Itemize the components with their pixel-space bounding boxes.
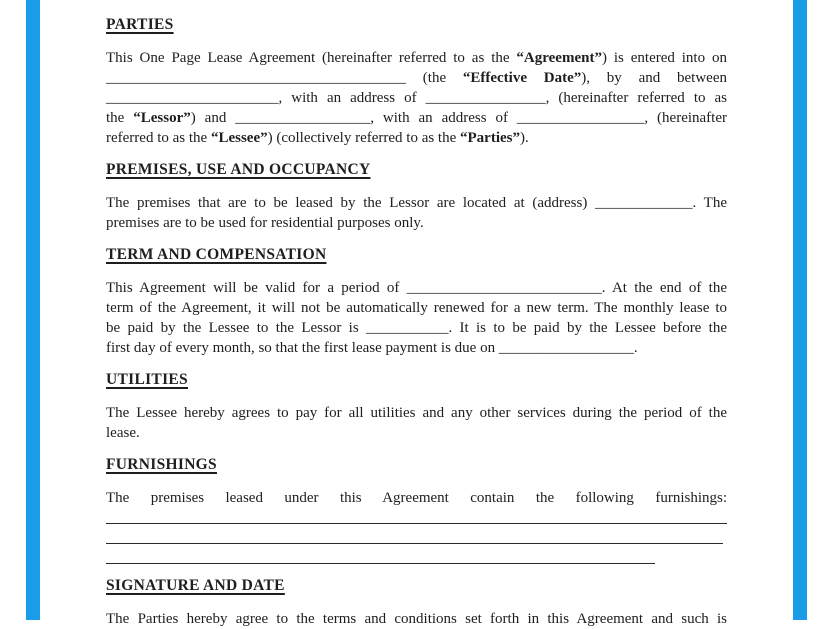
page-border-left [26, 0, 40, 620]
paragraph-line [106, 68, 727, 88]
text-run: _______________________, with an address of ________________, (hereinafter referred to as [106, 90, 727, 106]
section-paragraph [106, 48, 727, 148]
text-run: the [106, 110, 134, 126]
document-section [106, 455, 727, 564]
section-paragraph [106, 609, 727, 629]
paragraph-line [106, 338, 727, 358]
text-run: ) (collectively referred to as the [267, 130, 461, 146]
text-run: The Lessee hereby agrees to pay for all utilities and any other services during the period of the [106, 405, 727, 421]
paragraph-line [106, 213, 727, 233]
text-run: The premises that are to be leased by the Lessor are located at (address) _____________. The [106, 195, 727, 211]
section-paragraph [106, 403, 727, 443]
text-run: ) is entered into on [601, 50, 727, 66]
text-run: term of the Agreement, it will not be automatically renewed for a new term. The monthly lease to [106, 300, 727, 316]
document-section [106, 245, 727, 358]
blank-fill-line [106, 544, 655, 564]
document-section [106, 576, 727, 629]
defined-term: “Lessee” [210, 130, 268, 146]
document-section [106, 370, 727, 443]
defined-term: “Agreement” [516, 50, 602, 66]
defined-term: “Lessor” [133, 110, 191, 126]
section-heading: PREMISES, USE AND OCCUPANCY [106, 161, 371, 178]
text-run: ), by and between [581, 70, 727, 86]
section-heading: SIGNATURE AND DATE [106, 577, 285, 594]
paragraph-line [106, 128, 727, 148]
defined-term: “Parties” [460, 130, 520, 146]
text-run: This One Page Lease Agreement (hereinafter referred to as the [106, 50, 517, 66]
section-heading: UTILITIES [106, 371, 188, 388]
section-paragraph [106, 488, 727, 564]
text-run: ________________________________________ (the [106, 70, 463, 86]
text-run: ) and __________________, with an address of _________________, (hereinafter [190, 110, 728, 126]
text-run: lease. [106, 425, 140, 441]
text-run: be paid by the Lessee to the Lessor is ___________. It is to be paid by the Lessee before the [106, 320, 727, 336]
text-run: The premises leased under this Agreement contain the following furnishings: [106, 490, 727, 506]
blank-fill-line [106, 524, 723, 544]
text-run: premises are to be used for residential purposes only. [106, 215, 424, 231]
paragraph-line [106, 609, 727, 629]
section-paragraph [106, 278, 727, 358]
paragraph-line [106, 403, 727, 423]
paragraph-line [106, 88, 727, 108]
section-paragraph [106, 193, 727, 233]
paragraph-line [106, 108, 727, 128]
document-section [106, 15, 727, 148]
paragraph-line [106, 298, 727, 318]
paragraph-line [106, 318, 727, 338]
paragraph-line [106, 423, 727, 443]
section-heading: FURNISHINGS [106, 456, 217, 473]
paragraph-line [106, 48, 727, 68]
section-heading: PARTIES [106, 16, 174, 33]
paragraph-line [106, 193, 727, 213]
text-run: ). [520, 130, 529, 146]
document-content [106, 15, 727, 629]
paragraph-line [106, 488, 727, 508]
document-section [106, 160, 727, 233]
text-run: referred to as the [106, 130, 211, 146]
paragraph-line [106, 278, 727, 298]
section-heading: TERM AND COMPENSATION [106, 246, 327, 263]
text-run: The Parties hereby agree to the terms and conditions set forth in this Agreement and such is [106, 611, 727, 627]
text-run: This Agreement will be valid for a period of __________________________. At the end of the [106, 280, 727, 296]
defined-term: “Effective Date” [462, 70, 582, 86]
text-run: first day of every month, so that the first lease payment is due on __________________. [106, 340, 638, 356]
page-border-right [793, 0, 807, 620]
